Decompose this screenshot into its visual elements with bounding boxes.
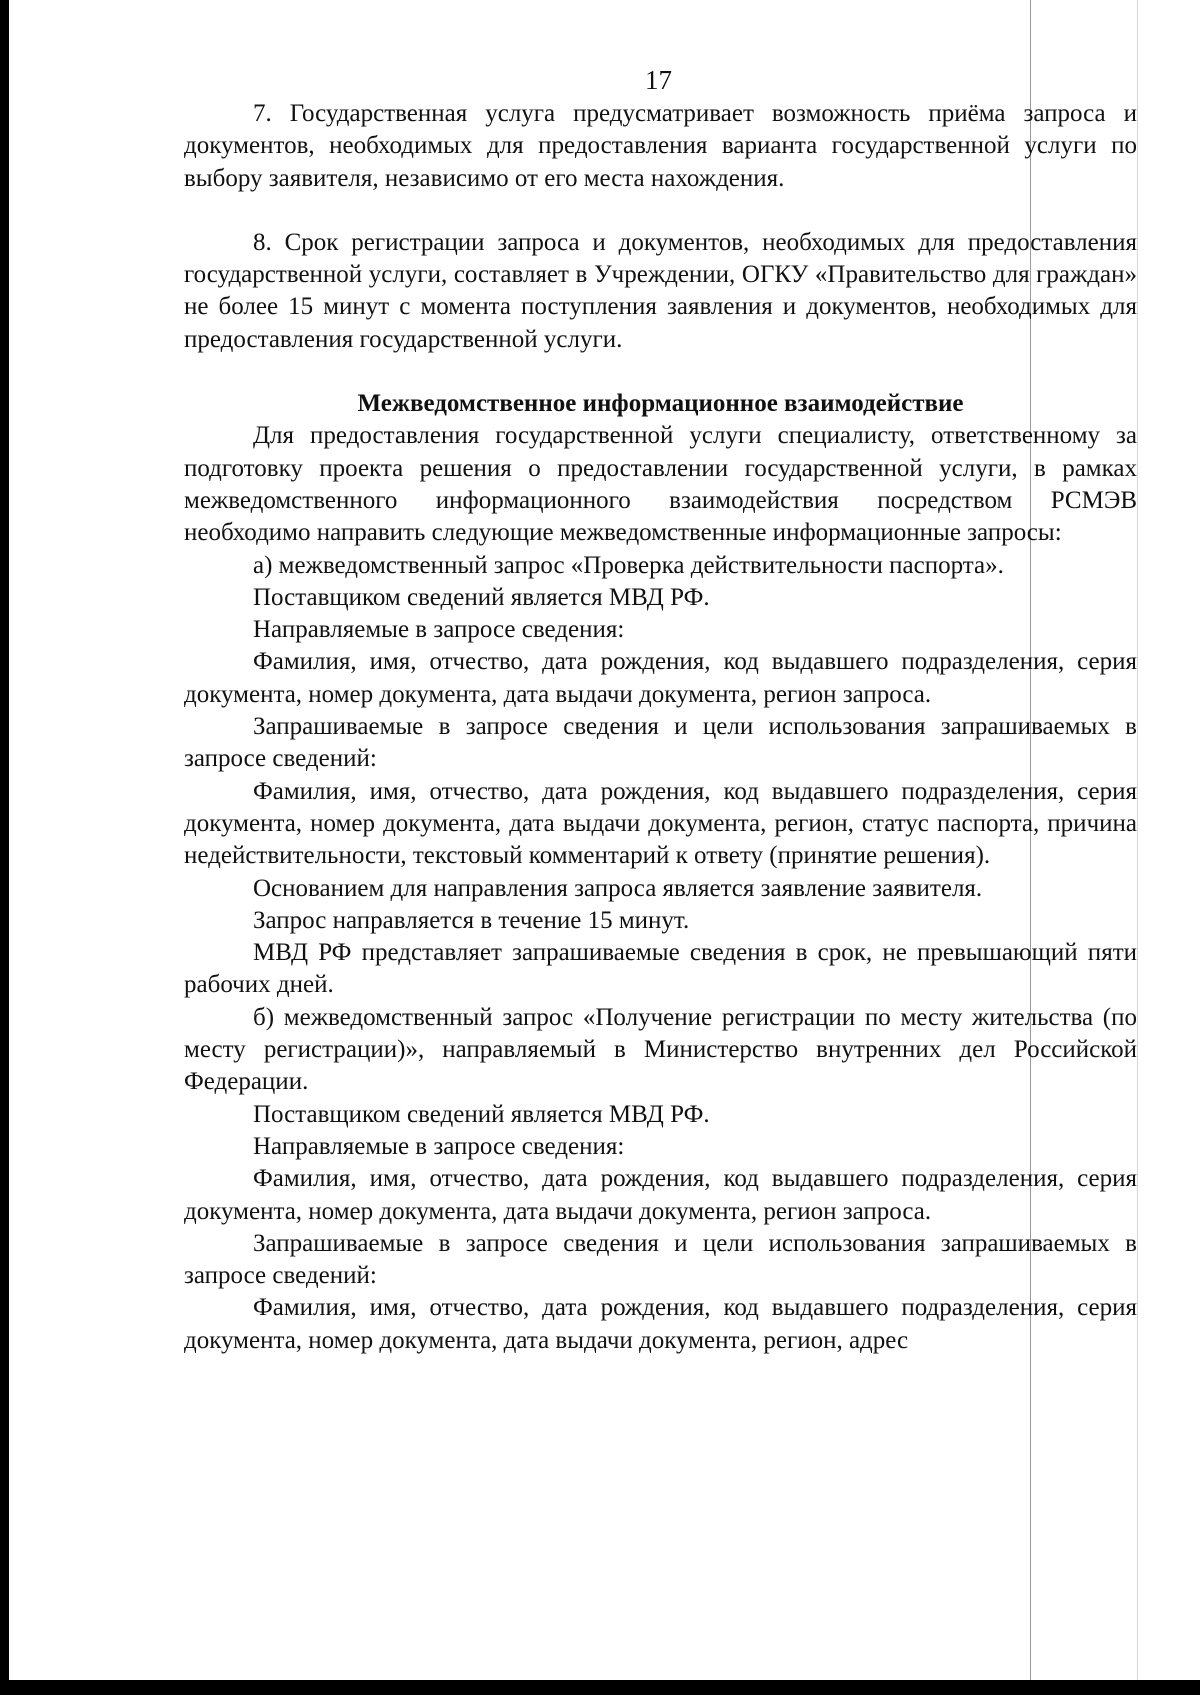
- paragraph-provider-b: Поставщиком сведений является МВД РФ.: [253, 1100, 710, 1128]
- paragraph-deadline-a: МВД РФ представляет запрашиваемые сведения в срок, не превышающий пяти рабочих дней.: [184, 939, 1137, 999]
- section-heading: Межведомственное информационное взаимодействие: [357, 390, 964, 418]
- paragraph-requested-data-b: Фамилия, имя, отчество, дата рождения, код выдавшего подразделения, серия документа, номер документа, дата выдачи документа, регион, адрес: [184, 1294, 1137, 1354]
- paragraph-timing-a: Запрос направляется в течение 15 минут.: [253, 906, 690, 934]
- paragraph-requested-data-a: Фамилия, имя, отчество, дата рождения, код выдавшего подразделения, серия документа, номер документа, дата выдачи документа, регион, статус паспорта, причина недействительности, текстовый комментарий к ответу (принятие решения).: [184, 777, 1137, 870]
- paragraph-item-8: 8. Срок регистрации запроса и документов, необходимых для предоставления государственной услуги, составляет в Учреждении, ОГКУ «Правительство для граждан» не более 15 минут с момента поступления заявления и документов, необходимых для предоставления государственной услуги.: [184, 228, 1137, 353]
- paragraph-request-b: б) межведомственный запрос «Получение регистрации по месту жительства (по месту регистрации)», направляемый в Министерство внутренних дел Российской Федерации.: [184, 1003, 1137, 1096]
- document-body: [184, 98, 1137, 1357]
- paragraph-requested-label-a: Запрашиваемые в запросе сведения и цели использования запрашиваемых в запросе сведений:: [184, 713, 1137, 773]
- scan-fold-line-faint: [1137, 0, 1138, 1680]
- paragraph-item-7: 7. Государственная услуга предусматривает возможность приёма запроса и документов, необходимых для предоставления варианта государственной услуги по выбору заявителя, независимо от его места нахождения.: [184, 100, 1137, 192]
- paragraph-sent-data-a: Фамилия, имя, отчество, дата рождения, код выдавшего подразделения, серия документа, номер документа, дата выдачи документа, регион запроса.: [184, 648, 1137, 708]
- paragraph-sent-data-label-a: Направляемые в запросе сведения:: [253, 616, 625, 644]
- paragraph-request-a: а) межведомственный запрос «Проверка действительности паспорта».: [253, 551, 1004, 579]
- paragraph-sent-data-b: Фамилия, имя, отчество, дата рождения, код выдавшего подразделения, серия документа, номер документа, дата выдачи документа, регион запроса.: [184, 1165, 1137, 1225]
- paragraph-sent-data-label-b: Направляемые в запросе сведения:: [253, 1132, 625, 1160]
- paragraph-requested-label-b: Запрашиваемые в запросе сведения и цели использования запрашиваемых в запросе сведений:: [184, 1229, 1137, 1290]
- page-number: 17: [645, 65, 672, 95]
- paragraph-provider-a: Поставщиком сведений является МВД РФ.: [253, 583, 710, 611]
- scan-left-border: [0, 0, 9, 1695]
- paragraph-intro: Для предоставления государственной услуги специалисту, ответственному за подготовку проекта решения о предоставлении государственной услуги, в рамках межведомственного информационного взаимодействия посредством РСМЭВ необходимо направить следующие межведомственные информационные запросы:: [184, 422, 1137, 547]
- scan-bottom-border: [0, 1680, 1200, 1695]
- paragraph-basis-a: Основанием для направления запроса является заявление заявителя.: [253, 874, 983, 902]
